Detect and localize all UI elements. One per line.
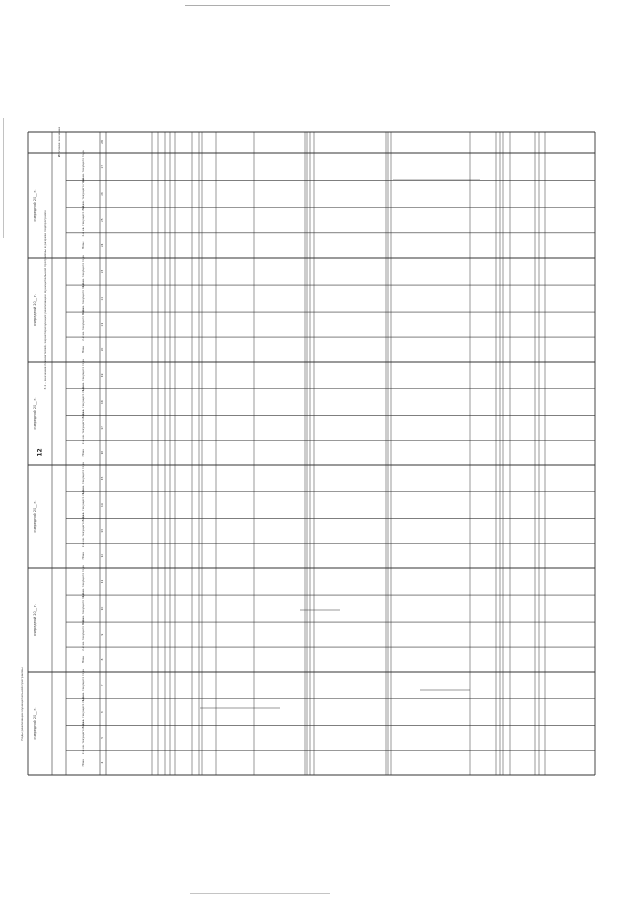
section-title-indicators: 3.1 – значения показателей, характеризующих реализацию муниципальной программы в разрезе подпрограмм: [43, 210, 47, 390]
column-subheader: 2-й кв. текущего года: [81, 411, 85, 445]
page-number-text: 12: [36, 447, 44, 457]
column-number: 18: [100, 400, 104, 404]
group-title: очередной 20__ г.: [33, 500, 37, 533]
column-subheader: 3-й кв. текущего года: [81, 592, 85, 625]
group-title: очередной 20__ г.: [33, 604, 37, 636]
column-number: 22: [100, 296, 104, 301]
column-number: 4: [100, 761, 104, 764]
column-number: 9: [100, 633, 104, 636]
column-number: 27: [100, 164, 104, 169]
column-subheader: План: [81, 345, 85, 354]
column-number: 20: [100, 347, 104, 352]
column-subheader: 3-й кв. текущего года: [81, 695, 85, 729]
column-subheader: 4-й кв. текущего года: [81, 669, 85, 702]
column-number: 6: [100, 711, 104, 714]
column-number: 19: [100, 373, 104, 378]
column-number: 10: [100, 606, 104, 611]
column-number: 26: [100, 192, 104, 196]
column-subheader: 4-й кв. текущего года: [81, 565, 85, 598]
final-column-number: 28: [100, 140, 104, 144]
column-subheader: План: [81, 448, 85, 457]
column-number: 8: [100, 658, 104, 661]
column-subheader: 4-й кв. текущего года: [81, 255, 85, 288]
column-subheader: 2-й кв. текущего года: [81, 514, 85, 548]
column-subheader: План: [81, 758, 85, 767]
column-subheader: 3-й кв. текущего года: [81, 282, 85, 315]
column-number: 16: [100, 450, 104, 455]
group-title: очередной 20__ г.: [33, 707, 37, 740]
column-number: 13: [100, 529, 104, 533]
section-title-periods: Годы реализации муниципальной программы: [20, 667, 24, 741]
column-number: 11: [100, 579, 104, 584]
column-subheader: План: [81, 241, 85, 250]
column-number: 21: [100, 322, 104, 327]
column-number: 25: [100, 218, 104, 222]
column-number: 23: [100, 269, 104, 274]
group-title: очередной 20__ г.: [33, 397, 37, 430]
column-subheader: 3-й кв. текущего года: [81, 177, 85, 211]
table-grid: [28, 132, 595, 775]
column-subheader: 2-й кв. текущего года: [81, 308, 85, 341]
column-subheader: 2-й кв. текущего года: [81, 203, 85, 237]
column-subheader: План: [81, 551, 85, 560]
column-number: 5: [100, 737, 104, 739]
column-number: 12: [100, 553, 104, 558]
column-subheader: 4-й кв. текущего года: [81, 150, 85, 183]
column-subheader: 2-й кв. текущего года: [81, 618, 85, 651]
column-subheader: 4-й кв. текущего года: [81, 359, 85, 392]
column-subheader: 4-й кв. текущего года: [81, 462, 85, 495]
group-title: очередной 20__ г.: [33, 189, 37, 222]
column-subheader: 3-й кв. текущего года: [81, 385, 85, 419]
group-title: очередной 20__ г.: [33, 294, 37, 326]
column-subheader: План: [81, 655, 85, 664]
column-number: 7: [100, 684, 104, 687]
column-number: 17: [100, 426, 104, 430]
column-subheader: 3-й кв. текущего года: [81, 488, 85, 522]
column-number: 14: [100, 503, 104, 507]
column-number: 15: [100, 476, 104, 481]
table-header-labels: [20, 127, 104, 767]
column-subheader: 2-й кв. текущего года: [81, 721, 85, 755]
column-number: 24: [100, 243, 104, 248]
last-column-header: Итоговое значение: [57, 126, 61, 158]
